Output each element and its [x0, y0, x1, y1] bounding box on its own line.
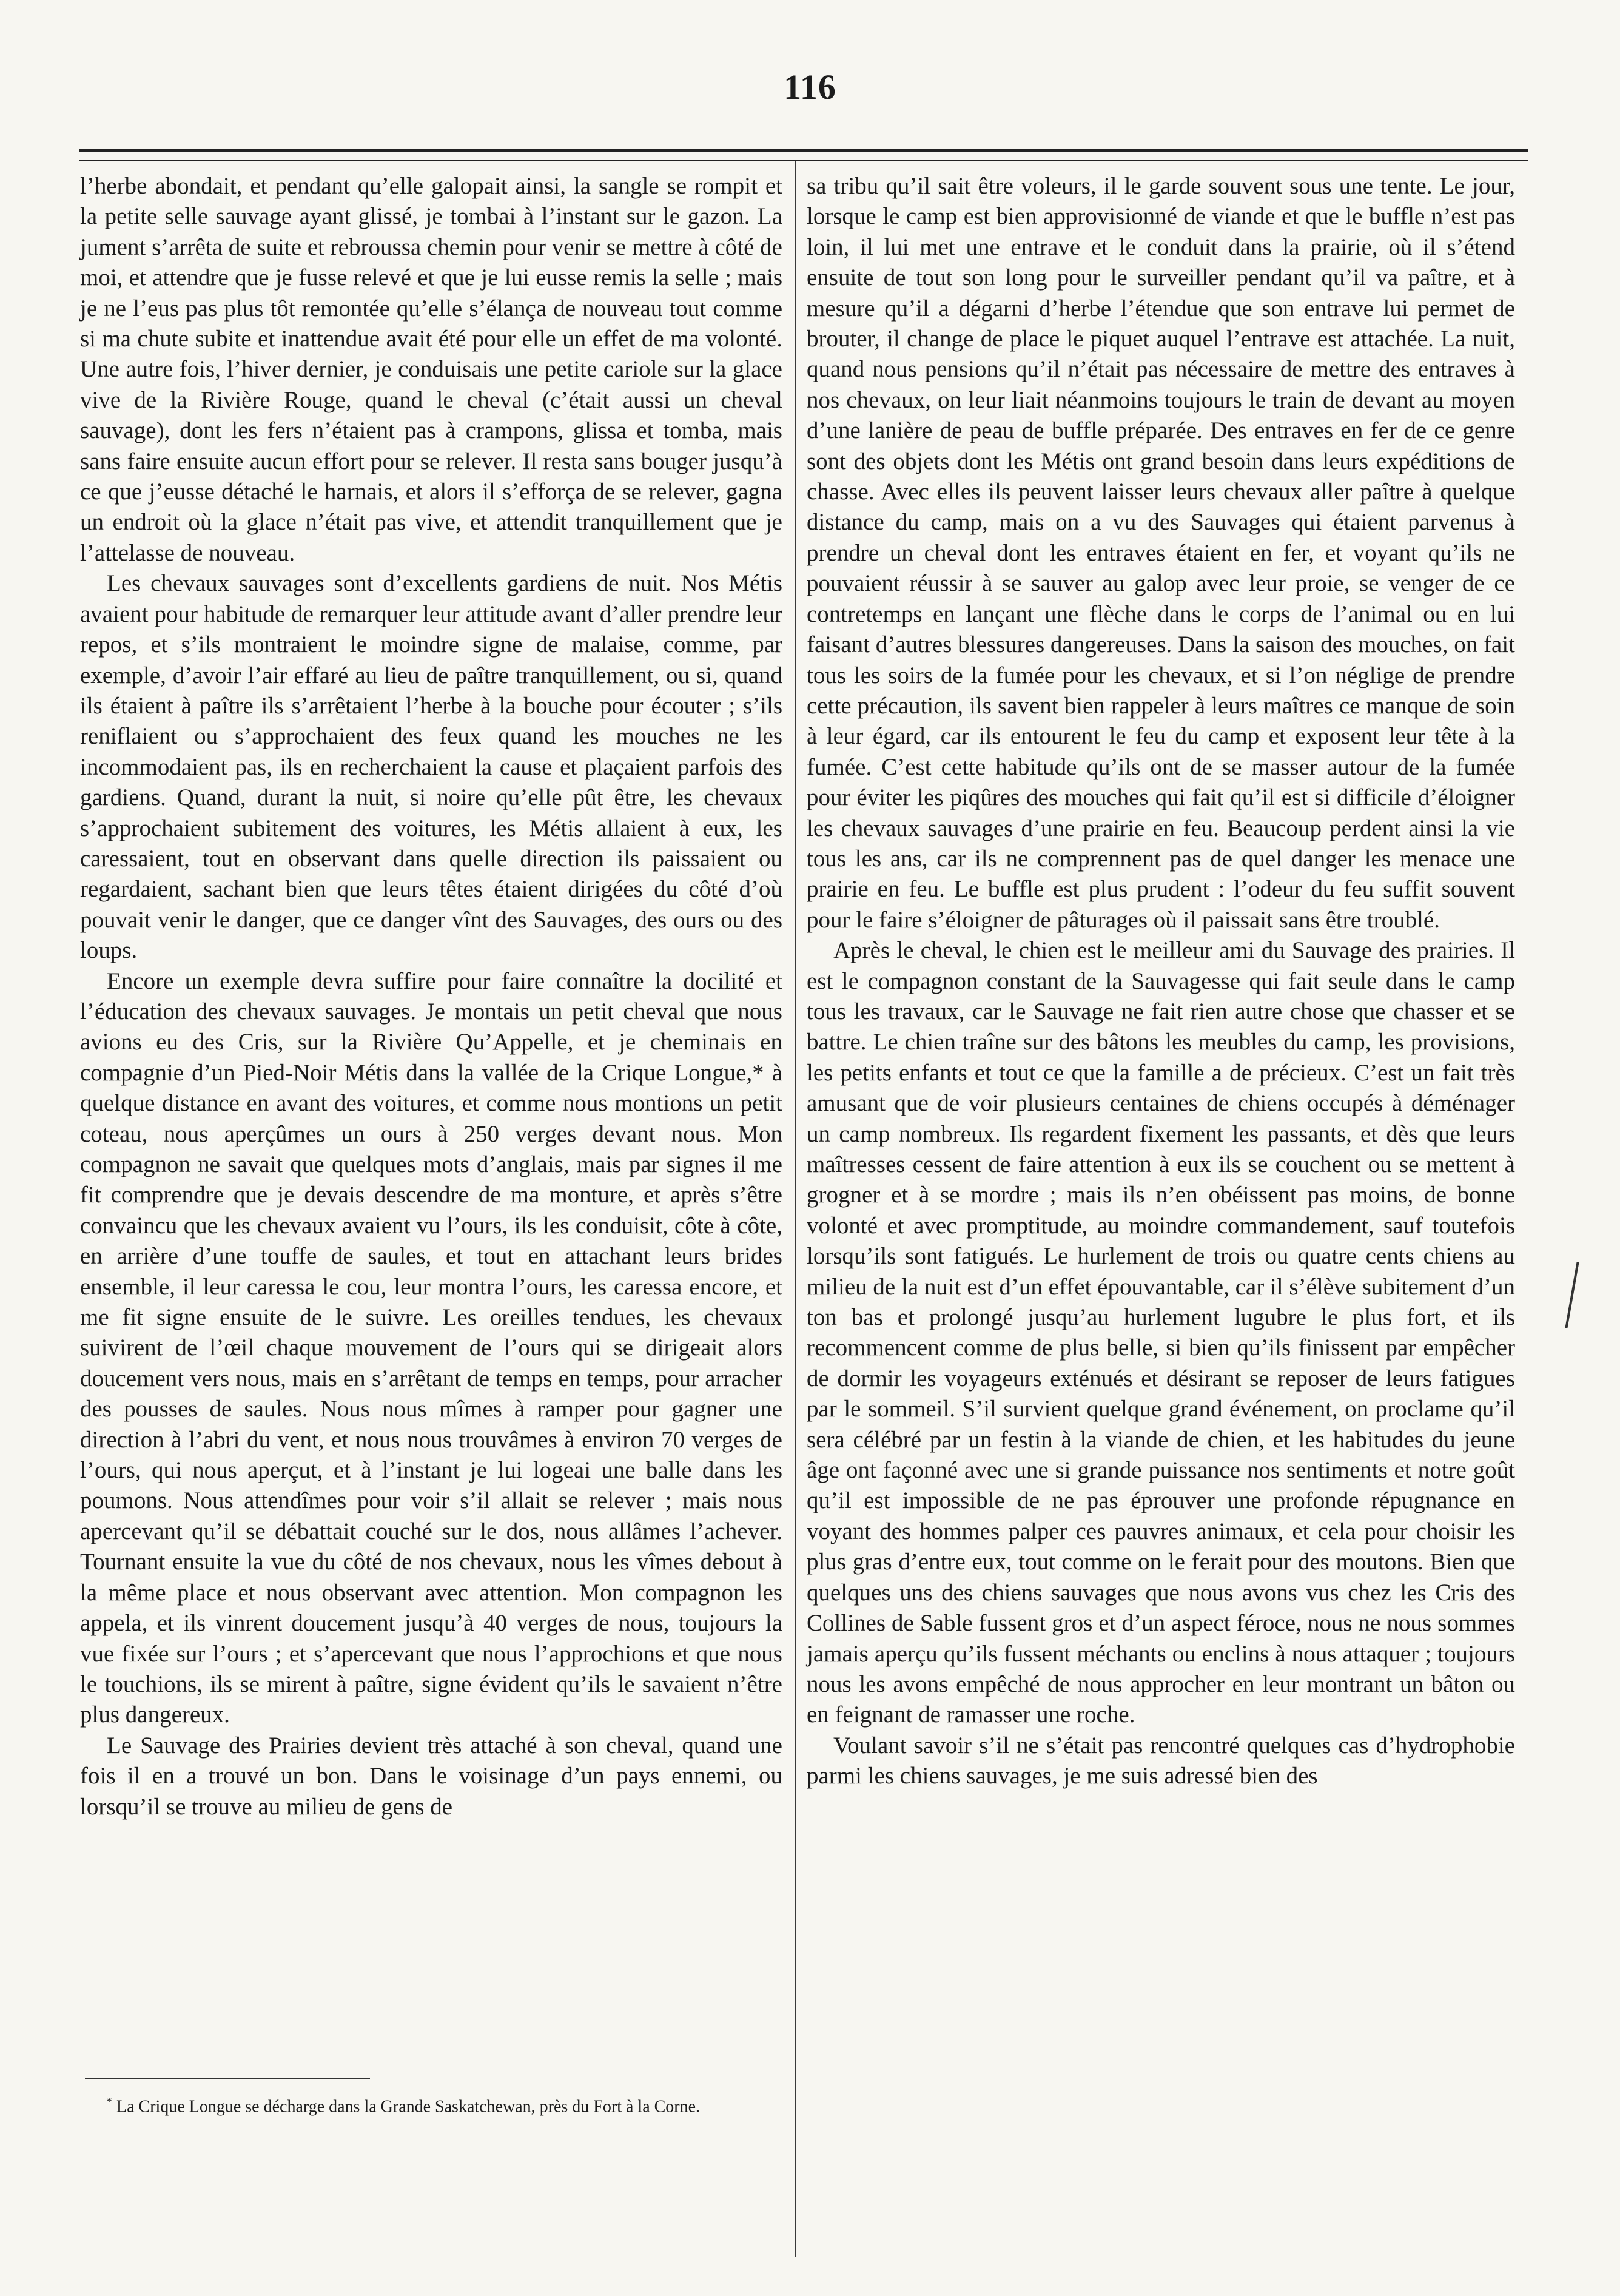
paragraph: Voulant savoir s’il ne s’était pas rencontré quelques cas d’hydrophobie parmi les chiens sauvages, je me suis adressé bien des [807, 1732, 1515, 1789]
margin-pen-mark [1565, 1262, 1579, 1328]
header-double-rule [79, 149, 1528, 161]
footnote [106, 2087, 782, 2122]
paragraph: Encore un exemple devra suffire pour faire connaître la docilité et l’éducation des chevaux sauvages. Je montais un petit cheval que nous avions eu des Cris, sur la Rivière Qu’Appelle, et je cheminais en compagnie d’un Pied-Noir Métis dans la vallée de la Crique Longue,* à quelque distance en avant des voitures, et comme nous montions un petit coteau, nous aperçûmes un ours à 250 verges devant nous. Mon compagnon ne savait que quelques mots d’anglais, mais par signes il me fit comprendre que je devais descendre de ma monture, et après s’être convaincu que les chevaux avaient vu l’ours, ils les conduisit, côte à côte, en arrière d’une touffe de saules, et tout en attachant leurs brides ensemble, il leur caressa le cou, leur montra l’ours, les caressa encore, et me fit signe ensuite de le suivre. Les oreilles tendues, les chevaux suivirent de l’œil chaque mouvement de l’ours qui se dirigeait alors doucement vers nous, mais en s’arrêtant de temps en temps, pour arracher des pousses de saules. Nous nous mîmes à ramper pour gagner une direction à l’abri du vent, et nous nous trouvâmes à environ 70 verges de l’ours, qui nous aperçut, et à l’instant je lui logeai une balle dans les poumons. Nous attendîmes pour voir s’il allait se relever ; mais nous apercevant qu’il se débattait couché sur le dos, nous allâmes l’achever. Tournant ensuite la vue du côté de nos chevaux, nous les vîmes debout à la même place et nous observant avec attention. Mon compagnon les appela, et ils vinrent doucement jusqu’à 40 verges de nous, toujours la vue fixée sur l’ours ; et s’apercevant que nous l’approchions et que nous le touchions, ils se mirent à paître, signe évident qu’ils le savaient n’être plus dangereux. [80, 968, 782, 1728]
paragraph: Après le cheval, le chien est le meilleur ami du Sauvage des prairies. Il est le compagnon constant de la Sauvagesse qui fait seule dans le camp tous les travaux, car le Sauvage ne fait rien autre chose que chasser et se battre. Le chien traîne sur des bâtons les meubles du camp, les provisions, les petits enfants et tout ce que la famille a de précieux. C’est un fait très amusant que de voir plusieurs centaines de chiens occupés à déménager un camp nombreux. Ils regardent fixement les passants, et dès que leurs maîtresses cessent de faire attention à eux ils se couchent ou se mettent à grogner et à se mordre ; mais ils n’en obéissent pas moins, de bonne volonté et avec promptitude, au moindre commandement, sauf toutefois lorsqu’ils sont fatigués. Le hurlement de trois ou quatre cents chiens au milieu de la nuit est d’un effet épouvantable, car il s’élève subitement d’un ton bas et prolongé jusqu’au hurlement lugubre le plus fort, et ils recommencent comme de plus belle, si bien qu’ils finissent par empêcher de dormir les voyageurs exténués et désirant se reposer de leurs fatigues par le sommeil. S’il survient quelque grand événement, on proclame qu’il sera célébré par un festin à la viande de chien, et les habitudes du jeune âge ont façonné avec une si grande puissance nos sentiments et notre goût qu’il est impossible de ne pas éprouver une profonde répugnance en voyant des hommes palper ces pauvres animaux, et cela pour choisir les plus gras d’entre eux, tout comme on le ferait pour des moutons. Bien que quelques uns des chiens sauvages que nous avons vus chez les Cris des Collines de Sable fussent gros et d’un aspect féroce, nous ne nous sommes jamais aperçu qu’ils fussent méchants ou enclins à nous attaquer ; toujours nous les avons empêché de nous approcher en leur montrant un bâton ou en feignant de ramasser une roche. [807, 937, 1515, 1728]
left-column [80, 171, 782, 1822]
paragraph: Les chevaux sauvages sont d’excellents gardiens de nuit. Nos Métis avaient pour habitude de remarquer leur attitude avant d’aller prendre leur repos, et s’ils montraient le moindre signe de malaise, comme, par exemple, d’avoir l’air effaré au lieu de paître tranquillement, ou si, quand ils étaient à paître ils s’arrêtaient l’herbe à la bouche pour écouter ; s’ils reniflaient ou s’approchaient des feux quand les mouches ne les incommodaient pas, ils en recherchaient la cause et plaçaient parfois des gardiens. Quand, durant la nuit, si noire qu’elle pût être, les chevaux s’approchaient subitement des voitures, les Métis allaient à eux, les caressaient, tout en observant dans quelle direction ils paissaient ou regardaient, sachant bien que leurs têtes étaient dirigées du côté d’où pouvait venir le danger, que ce danger vînt des Sauvages, des ours ou des loups. [80, 570, 782, 964]
paragraph: sa tribu qu’il sait être voleurs, il le garde souvent sous une tente. Le jour, lorsque le camp est bien approvisionné de viande et que le buffle n’est pas loin, il lui met une entrave et le conduit dans la prairie, où il s’étend ensuite de tout son long pour le surveiller pendant qu’il va paître, et à mesure qu’il a dégarni d’herbe l’étendue que son entrave lui permet de brouter, il change de place le piquet auquel l’entrave est attachée. La nuit, quand nous pensions qu’il n’était pas nécessaire de mettre des entraves à nos chevaux, on leur liait néanmoins toujours le train de devant au moyen d’une lanière de peau de buffle préparée. Des entraves en fer de ce genre sont des objets dont les Métis ont grand besoin dans leurs expéditions de chasse. Avec elles ils peuvent laisser leurs chevaux aller paître à quelque distance du camp, mais on a vu des Sauvages qui étaient parvenus à prendre un cheval dont les entraves étaient en fer, et voyant qu’ils ne pouvaient réussir à se sauver au galop avec leur proie, se venger de ce contretemps en lançant une flèche dans le corps de l’animal ou en lui faisant d’autres blessures dangereuses. Dans la saison des mouches, on fait tous les soirs de la fumée pour les chevaux, et si l’on néglige de prendre cette précaution, ils savent bien rappeler à leurs maîtres ce manque de soin à leur égard, car ils entourent le feu du camp et exposent leur tête à la fumée. C’est cette habitude qu’ils ont de se masser autour de la fumée pour éviter les piqûres des mouches qui fait qu’il est si difficile d’éloigner les chevaux sauvages d’une prairie en feu. Beaucoup perdent ainsi la vie tous les ans, car ils ne comprennent pas de quel danger les menace une prairie en feu. Le buffle est plus prudent : l’odeur du feu suffit souvent pour le faire s’éloigner de pâturages où il paissait sans être troublé. [807, 173, 1515, 933]
right-column [807, 171, 1515, 1792]
paragraph: Le Sauvage des Prairies devient très attaché à son cheval, quand une fois il en a trouvé un bon. Dans le voisinage d’un pays ennemi, ou lorsqu’il se trouve au milieu de gens de [80, 1732, 782, 1820]
column-divider [795, 161, 796, 2257]
footnote-text: La Crique Longue se décharge dans la Grande Saskatchewan, près du Fort à la Corne. [116, 2097, 701, 2116]
footnote-mark: * [106, 2095, 112, 2109]
paragraph: l’herbe abondait, et pendant qu’elle galopait ainsi, la sangle se rompit et la petite selle sauvage ayant glissé, je tombai à l’instant sur le gazon. La jument s’arrêta de suite et rebroussa chemin pour venir se mettre à côté de moi, et attendre que je fusse relevé et que je lui eusse remis la selle ; mais je ne l’eus pas plus tôt remontée qu’elle s’élança de nouveau tout comme si ma chute subite et inattendue avait été pour elle un effet de ma volonté. Une autre fois, l’hiver dernier, je conduisais une petite cariole sur la glace vive de la Rivière Rouge, quand le cheval (c’était aussi un cheval sauvage), dont les fers n’étaient pas à crampons, glissa et tomba, mais sans faire ensuite aucun effort pour se relever. Il resta sans bouger jusqu’à ce que j’eusse détaché le harnais, et alors il s’efforça de se relever, gagna un endroit où la glace n’était pas vive, et attendit tranquillement que je l’attelasse de nouveau. [80, 173, 782, 566]
footnote-rule [85, 2078, 370, 2079]
page-number: 116 [784, 67, 836, 107]
